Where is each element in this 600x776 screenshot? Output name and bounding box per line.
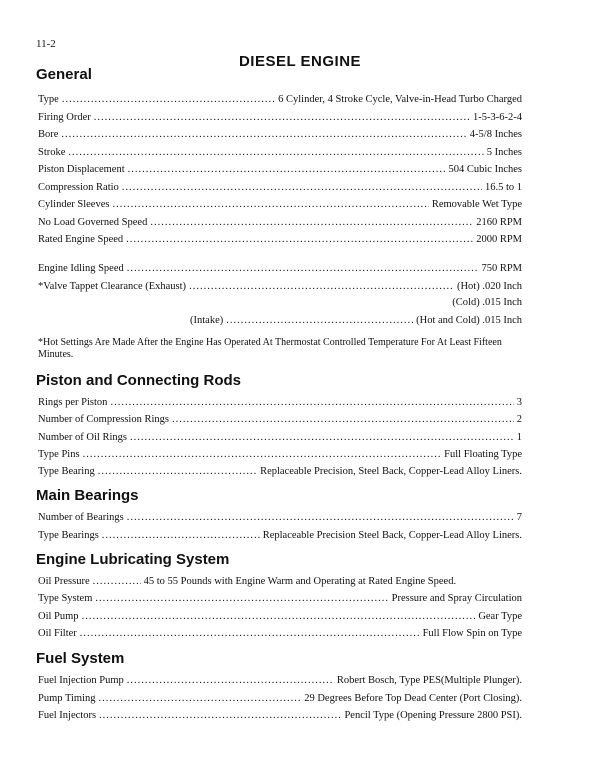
spec-label: Type Bearing xyxy=(38,466,95,477)
spec-value: 5 Inches xyxy=(486,147,522,158)
spec-row-rated-engine-speed xyxy=(38,234,522,250)
leader-dots xyxy=(102,530,260,541)
leader-dots xyxy=(172,414,514,425)
spec-value: 750 RPM xyxy=(481,263,522,274)
leader-dots xyxy=(95,593,388,604)
spec-label: Type xyxy=(38,94,59,105)
spec-row-type xyxy=(38,94,522,110)
spec-row-piston-displacement xyxy=(38,164,522,180)
spec-row-oil-pressure xyxy=(38,576,522,592)
section-heading-fuel: Fuel System xyxy=(36,650,125,667)
leader-dots xyxy=(112,199,428,210)
spec-value: 16.5 to 1 xyxy=(484,182,522,193)
spec-label: Fuel Injectors xyxy=(38,710,97,721)
spec-value: Pressure and Spray Circulation xyxy=(391,593,522,604)
spec-row-bore xyxy=(38,129,522,145)
spec-value: 29 Degrees Before Top Dead Center (Port Closing). xyxy=(304,693,522,704)
leader-dots xyxy=(80,628,420,639)
spec-label: Firing Order xyxy=(38,112,91,123)
spec-label: Cylinder Sleeves xyxy=(38,199,110,210)
spec-label: Piston Displacement xyxy=(38,164,125,175)
spec-label: Engine Idling Speed xyxy=(38,263,124,274)
spec-value: Gear Type xyxy=(478,611,522,622)
spec-row-firing-order xyxy=(38,112,522,128)
spec-value: (Hot) .020 Inch xyxy=(456,281,522,292)
spec-row-number-of-bearings xyxy=(38,512,522,528)
spec-label: Bore xyxy=(38,129,59,140)
spec-value: 2 xyxy=(516,414,522,425)
leader-dots xyxy=(62,94,275,105)
spec-value: 7 xyxy=(516,512,522,523)
spec-row-oil-filter xyxy=(38,628,522,644)
section-heading-main-bearings: Main Bearings xyxy=(36,487,139,504)
spec-label: No Load Governed Speed xyxy=(38,217,148,228)
spec-value: Removable Wet Type xyxy=(431,199,522,210)
spec-value: 2160 RPM xyxy=(476,217,522,228)
spec-row-valve-tappet-intake xyxy=(190,315,522,331)
leader-dots xyxy=(127,263,479,274)
spec-value: Robert Bosch, Type PES(Multiple Plunger). xyxy=(336,675,522,686)
spec-row-type-bearing xyxy=(38,466,522,482)
section-heading-lubrication: Engine Lubricating System xyxy=(36,551,230,568)
leader-dots xyxy=(94,112,470,123)
leader-dots xyxy=(189,281,454,292)
spec-value: Replaceable Precision, Steel Back, Copper-Lead Alloy Liners. xyxy=(260,466,522,477)
leader-dots xyxy=(127,512,514,523)
spec-label: Type System xyxy=(38,593,93,604)
leader-dots xyxy=(128,164,446,175)
spec-value: 4-5/8 Inches xyxy=(469,129,522,140)
leader-dots xyxy=(122,182,482,193)
spec-label: Rated Engine Speed xyxy=(38,234,124,245)
spec-row-compression-ratio xyxy=(38,182,522,198)
spec-row-type-pins xyxy=(38,449,522,465)
spec-value: (Cold) .015 Inch xyxy=(452,297,522,308)
spec-value: Pencil Type (Opening Pressure 2800 PSI). xyxy=(344,710,522,721)
leader-dots xyxy=(68,147,483,158)
spec-label: Number of Bearings xyxy=(38,512,124,523)
spec-value: 3 xyxy=(516,397,522,408)
leader-dots xyxy=(127,675,334,686)
spec-row-type-system xyxy=(38,593,522,609)
spec-value: Full Flow Spin on Type xyxy=(422,628,522,639)
spec-label: Rings per Piston xyxy=(38,397,108,408)
spec-label: Type Pins xyxy=(38,449,80,460)
spec-row-stroke xyxy=(38,147,522,163)
spec-row-compression-rings xyxy=(38,414,522,430)
leader-dots xyxy=(98,466,257,477)
spec-value: 6 Cylinder, 4 Stroke Cycle, Valve-in-Head Turbo Charged xyxy=(278,94,522,105)
document-title: DIESEL ENGINE xyxy=(238,53,362,70)
spec-label: Oil Pressure xyxy=(38,576,90,587)
leader-dots xyxy=(130,432,514,443)
spec-value: (Hot and Cold) .015 Inch xyxy=(416,315,522,326)
spec-label: Number of Compression Rings xyxy=(38,414,169,425)
leader-dots xyxy=(61,129,466,140)
section-heading-general: General xyxy=(36,66,92,83)
spec-row-oil-pump xyxy=(38,611,522,627)
leader-dots xyxy=(93,576,141,587)
leader-dots xyxy=(99,693,302,704)
spec-value: 2000 RPM xyxy=(476,234,522,245)
spec-value: 1-5-3-6-2-4 xyxy=(473,112,522,123)
leader-dots xyxy=(126,234,473,245)
leader-dots xyxy=(110,397,513,408)
spec-label: Number of Oil Rings xyxy=(38,432,127,443)
spec-row-fuel-injection-pump xyxy=(38,675,522,691)
leader-dots xyxy=(150,217,473,228)
spec-row-rings-per-piston xyxy=(38,397,522,413)
spec-label: Fuel Injection Pump xyxy=(38,675,124,686)
spec-label: Compression Ratio xyxy=(38,182,119,193)
spec-label: Stroke xyxy=(38,147,66,158)
leader-dots xyxy=(99,710,341,721)
spec-row-valve-tappet-exhaust xyxy=(38,281,522,297)
spec-value: 504 Cubic Inches xyxy=(448,164,522,175)
spec-label: Type Bearings xyxy=(38,530,99,541)
spec-label: Oil Pump xyxy=(38,611,79,622)
spec-row-engine-idling-speed xyxy=(38,263,522,279)
spec-value: Replaceable Precision Steel Back, Copper-Lead Alloy Liners. xyxy=(262,530,522,541)
spec-label: (Intake) xyxy=(190,315,224,326)
leader-dots xyxy=(82,611,476,622)
spec-row-valve-tappet-cold xyxy=(38,297,522,313)
spec-value: 1 xyxy=(516,432,522,443)
spec-row-pump-timing xyxy=(38,693,522,709)
leader-dots xyxy=(226,315,413,326)
spec-value: Full Floating Type xyxy=(444,449,522,460)
section-heading-piston: Piston and Connecting Rods xyxy=(36,372,241,389)
spec-label: Pump Timing xyxy=(38,693,96,704)
spec-label: *Valve Tappet Clearance (Exhaust) xyxy=(38,281,187,292)
spec-row-oil-rings xyxy=(38,432,522,448)
spec-row-no-load-governed-speed xyxy=(38,217,522,233)
spec-row-fuel-injectors xyxy=(38,710,522,726)
spec-label: Oil Filter xyxy=(38,628,77,639)
leader-dots xyxy=(83,449,442,460)
spec-row-cylinder-sleeves xyxy=(38,199,522,215)
hot-settings-note: *Hot Settings Are Made After the Engine Has Operated At Thermostat Controlled Temperature For At Least Fifteen Minutes. xyxy=(38,337,502,360)
spec-value: 45 to 55 Pounds with Engine Warm and Operating at Rated Engine Speed. xyxy=(143,576,457,587)
spec-row-type-bearings xyxy=(38,530,522,546)
page-number: 11-2 xyxy=(36,38,56,50)
